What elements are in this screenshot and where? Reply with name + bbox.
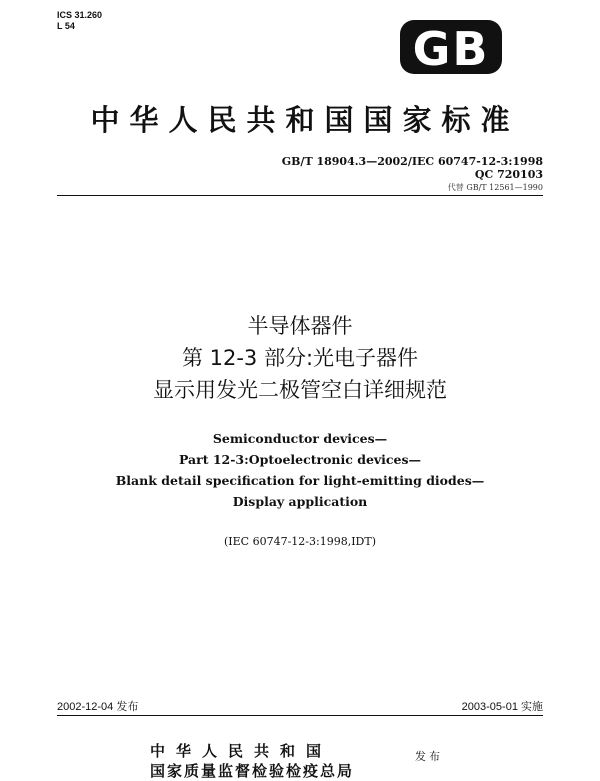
- issuer-line-2: 国家质量监督检验检疫总局: [150, 762, 355, 780]
- issuer-action: 发布: [415, 750, 443, 763]
- classification-codes: [57, 10, 102, 32]
- identity-statement: (IEC 60747-12-3:1998,IDT): [224, 535, 376, 548]
- ics-code: ICS 31.260: [57, 10, 103, 20]
- gb-logo-icon: [398, 18, 504, 76]
- english-title-line-1: Semiconductor devices—: [212, 431, 388, 446]
- chinese-title-line-3: 显示用发光二极管空白详细规范: [153, 378, 447, 402]
- chinese-title: [0, 310, 600, 406]
- standard-type-title: 中华人民共和国国家标准: [90, 103, 520, 137]
- standard-number: GB/T 18904.3—2002/IEC 60747-12-3:1998: [281, 155, 543, 168]
- english-title-line-4: Display application: [232, 494, 368, 509]
- issuer-line-1: 中华人民共和国: [150, 742, 333, 760]
- chinese-title-line-2: 第 12-3 部分:光电子器件: [181, 346, 419, 370]
- svg-text:GB: GB: [412, 22, 490, 76]
- issue-date: 2002-12-04 发布: [57, 701, 139, 713]
- bottom-divider: [57, 715, 543, 716]
- implementation-date: 2003-05-01 实施: [461, 701, 543, 713]
- standard-codes: [282, 155, 543, 194]
- qc-number: QC 720103: [474, 168, 543, 181]
- gb-logo: [398, 18, 504, 76]
- english-title: [0, 428, 600, 512]
- top-divider: [57, 195, 543, 196]
- english-title-line-2: Part 12-3:Optoelectronic devices—: [178, 452, 422, 467]
- chinese-title-line-1: 半导体器件: [247, 314, 353, 338]
- ccs-code: L 54: [57, 21, 75, 31]
- english-title-line-3: Blank detail specification for light-emitting diodes—: [115, 473, 485, 488]
- replaces-note: 代替 GB/T 12561—1990: [447, 183, 543, 192]
